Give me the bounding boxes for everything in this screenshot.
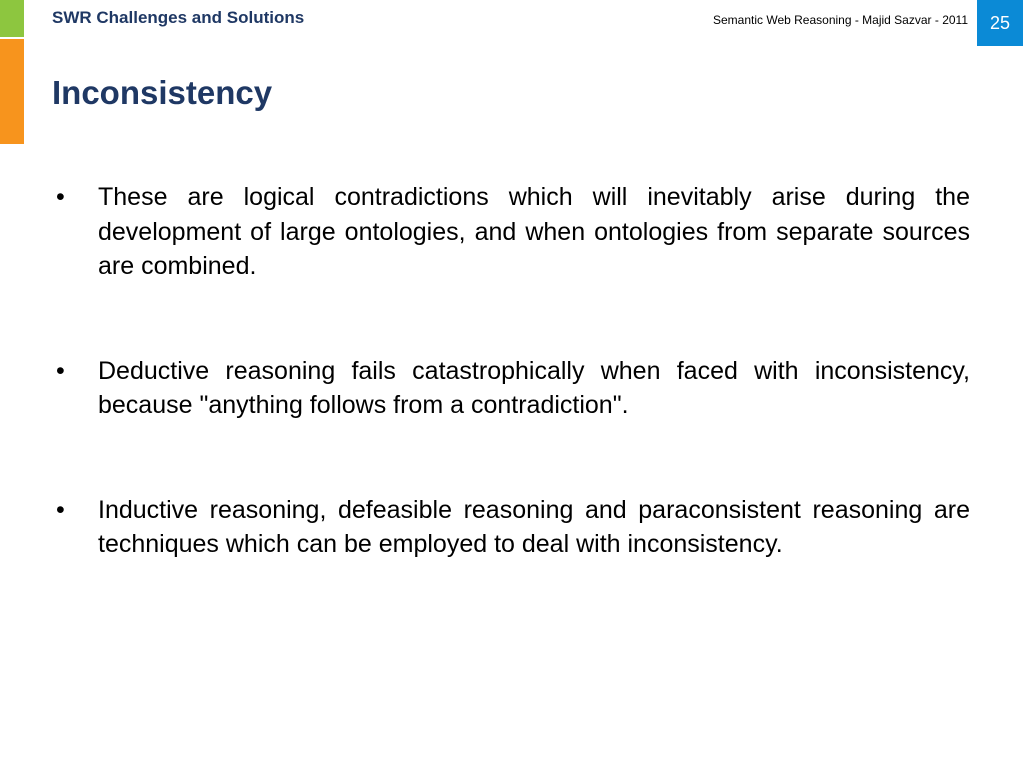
bullet-item <box>52 180 970 284</box>
page-number-badge: 25 <box>977 0 1023 46</box>
accent-bar-orange <box>0 39 24 144</box>
bullet-list <box>52 180 970 562</box>
accent-bar-green <box>0 0 24 37</box>
bullet-icon: • <box>56 183 65 211</box>
bullet-text: Deductive reasoning fails catastrophically when faced with inconsistency, because "anything follows from a contradiction". <box>98 356 970 419</box>
bullet-icon: • <box>56 356 65 385</box>
bullet-icon: • <box>56 495 65 524</box>
bullet-text: These are logical contradictions which will inevitably arise during the development of large ontologies, and when ontologies from separate sources are combined. <box>98 183 970 280</box>
bullet-text: Inductive reasoning, defeasible reasoning and paraconsistent reasoning are techniques which can be employed to deal with inconsistency. <box>98 495 970 558</box>
slide-credit: Semantic Web Reasoning - Majid Sazvar - 2011 <box>712 13 968 27</box>
section-title: SWR Challenges and Solutions <box>52 8 305 27</box>
slide-title: Inconsistency <box>52 74 273 111</box>
bullet-item <box>52 493 970 562</box>
bullet-item <box>52 354 970 423</box>
